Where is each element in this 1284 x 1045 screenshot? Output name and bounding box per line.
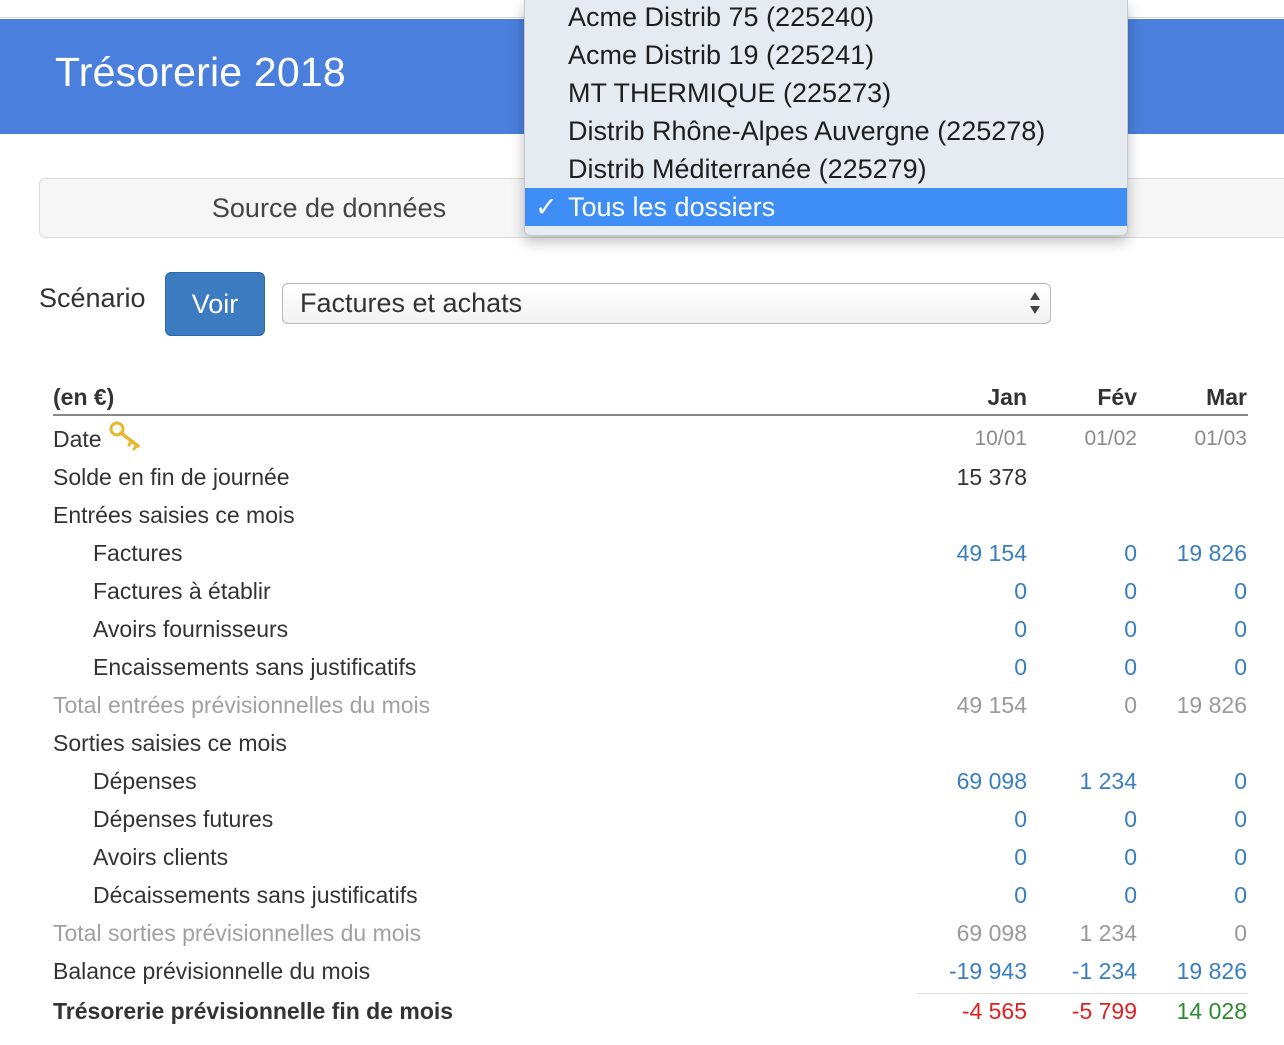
cell-link-mar[interactable]: 0 [1234,882,1247,908]
date-jan: 10/01 [974,427,1027,450]
cell-link-fev[interactable]: 0 [1124,806,1137,832]
date-fev: 01/02 [1084,427,1137,450]
scenario-select-value: Factures et achats [300,288,523,318]
cell-link-fev[interactable]: 0 [1124,540,1137,566]
cell-jan: -19 943 [948,958,1027,984]
cell-fev: -1 234 [1071,958,1137,984]
cell-link-jan[interactable]: 49 154 [956,540,1027,566]
voir-button[interactable]: Voir [165,272,265,336]
row-label: Factures [93,540,183,566]
checkmark-icon: ✓ [535,192,558,222]
dropdown-item-label: Tous les dossiers [568,192,776,222]
cell-mar: 0 [1234,920,1247,946]
date-mar: 01/03 [1194,427,1247,450]
table-row-balance [0,952,1284,990]
table-row-depenses [0,762,1284,800]
row-label: Date [53,426,102,452]
cell-link-jan[interactable]: 0 [1014,882,1027,908]
table-row-avoirs-clients [0,838,1284,876]
row-label: Encaissements sans justificatifs [93,654,417,680]
row-label: Factures à établir [93,578,271,604]
row-label: Total entrées prévisionnelles du mois [53,692,431,718]
cell-link-mar[interactable]: 0 [1234,768,1247,794]
cell-link-jan[interactable]: 0 [1014,806,1027,832]
cell-fev: 0 [1124,692,1137,718]
table-row-total-entrees [0,686,1284,724]
tab-source-de-donnees[interactable]: Source de données [211,193,447,223]
cell-link-mar[interactable]: 19 826 [1176,540,1247,566]
cell-link-jan[interactable]: 0 [1014,616,1027,642]
cell-link-mar[interactable]: 0 [1234,578,1247,604]
row-label: Solde en fin de journée [53,464,290,490]
select-arrows-icon [1028,288,1042,318]
dropdown-item-distrib-mediterranee[interactable]: Distrib Méditerranée (225279) [568,154,927,184]
table-row-date [0,420,1284,458]
table-row-depenses-futures [0,800,1284,838]
table-row-encaissements [0,648,1284,686]
row-label: Total sorties prévisionnelles du mois [53,920,422,946]
unit-header: (en €) [53,384,115,410]
key-icon[interactable] [108,420,146,452]
scenario-label: Scénario [39,283,146,313]
row-label: Dépenses futures [93,806,274,832]
table-row-factures-a-etablir [0,572,1284,610]
month-header-fev: Fév [1097,384,1137,410]
cell-link-jan[interactable]: 69 098 [956,768,1027,794]
table-row-solde [0,458,1284,496]
month-header-mar: Mar [1206,384,1247,410]
row-label: Entrées saisies ce mois [53,502,295,528]
row-label: Sorties saisies ce mois [53,730,287,756]
cell-mar: 19 826 [1176,692,1247,718]
table-header [53,378,1248,416]
table-row-tresorerie-fin-de-mois [0,992,1284,1030]
cell-link-fev[interactable]: 0 [1124,578,1137,604]
cell-link-jan[interactable]: 0 [1014,844,1027,870]
dropdown-item-acme-distrib-19[interactable]: Acme Distrib 19 (225241) [568,40,875,70]
cell-mar: 19 826 [1176,958,1247,984]
cell-link-fev[interactable]: 0 [1124,654,1137,680]
cell-link-fev[interactable]: 1 234 [1079,768,1137,794]
table-row-sorties-saisies [0,724,1284,762]
page-title: Trésorerie 2018 [55,49,346,95]
cell-link-fev[interactable]: 0 [1124,844,1137,870]
cell-jan: 15 378 [956,464,1027,490]
cell-link-mar[interactable]: 0 [1234,616,1247,642]
table-row-factures [0,534,1284,572]
dropdown-item-acme-distrib-75[interactable]: Acme Distrib 75 (225240) [568,2,875,32]
table-row-avoirs-fournisseurs [0,610,1284,648]
scenario-select[interactable] [282,283,1051,324]
cell-jan: -4 565 [961,998,1027,1024]
dropdown-item-distrib-rhone-alpes[interactable]: Distrib Rhône-Alpes Auvergne (225278) [568,116,1046,146]
dropdown-item-mt-thermique[interactable]: MT THERMIQUE (225273) [568,78,892,108]
cell-link-mar[interactable]: 0 [1234,654,1247,680]
row-label: Trésorerie prévisionnelle fin de mois [53,998,454,1024]
cell-link-fev[interactable]: 0 [1124,616,1137,642]
cell-jan: 49 154 [956,692,1027,718]
month-header-jan: Jan [987,384,1027,410]
cell-link-mar[interactable]: 0 [1234,806,1247,832]
cell-link-jan[interactable]: 0 [1014,654,1027,680]
table-row-total-sorties [0,914,1284,952]
dropdown-item-tous-les-dossiers[interactable] [525,188,1127,226]
table-row-decaissements [0,876,1284,914]
cell-mar: 14 028 [1176,998,1247,1024]
cell-link-jan[interactable]: 0 [1014,578,1027,604]
row-label: Avoirs clients [93,844,229,870]
row-label: Balance prévisionnelle du mois [53,958,371,984]
dossier-dropdown-menu [524,0,1128,236]
cell-fev: -5 799 [1071,998,1137,1024]
row-label: Dépenses [93,768,197,794]
cell-jan: 69 098 [956,920,1027,946]
table-row-entrees-saisies [0,496,1284,534]
row-label: Décaissements sans justificatifs [93,882,418,908]
row-label: Avoirs fournisseurs [93,616,289,642]
cell-fev: 1 234 [1079,920,1137,946]
cell-link-fev[interactable]: 0 [1124,882,1137,908]
cell-link-mar[interactable]: 0 [1234,844,1247,870]
